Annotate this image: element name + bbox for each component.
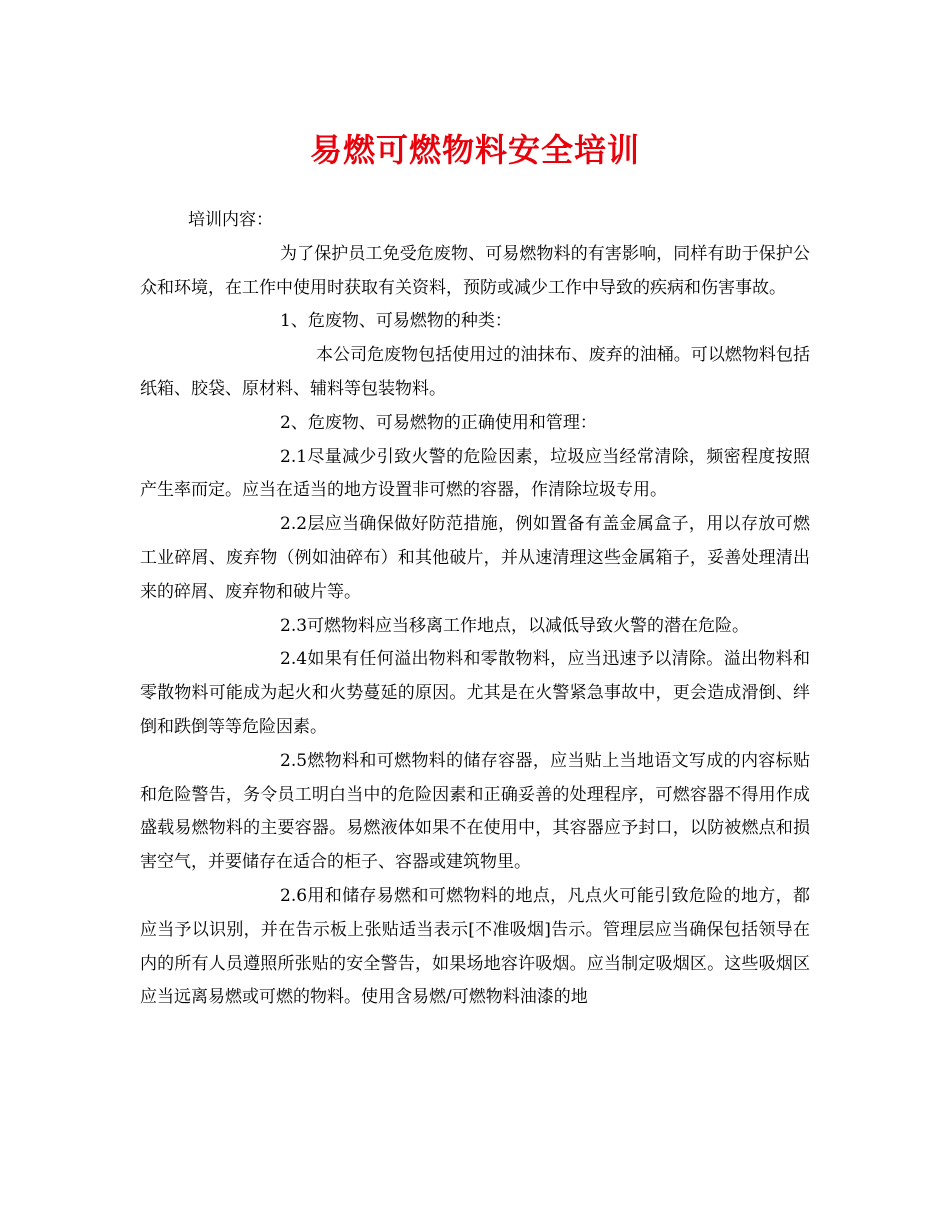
paragraph-2-6: 2.6用和储存易燃和可燃物料的地点，凡点火可能引致危险的地方，都应当予以识别，并在告示板上张贴适当表示[不准吸烟]告示。管理层应当确保包括领导在内的所有人员遵照所张贴的安全警告，如果场地容许吸烟。应当制定吸烟区。这些吸烟区应当远离易燃或可燃的物料。使用含易燃/可燃物料油漆的地 [140,885,810,1008]
paragraph-intro: 为了保护员工免受危废物、可易燃物料的有害影响，同样有助于保护公众和环境，在工作中使用时获取有关资料，预防或减少工作中导致的疾病和伤害事故。 [140,243,810,298]
document-title: 易燃可燃物料安全培训 [309,131,640,169]
paragraph-2-5: 2.5燃物料和可燃物料的储存容器，应当贴上当地语文写成的内容标贴和危险警告，务令员工明白当中的危险因素和正确妥善的处理程序，可燃容器不得用作成盛载易燃物料的主要容器。易燃液体如果不在使用中，其容器应予封口，以防被燃点和损害空气，并要储存在适合的柜子、容器或建筑物里。 [140,750,810,873]
paragraph-2-1: 2.1尽量减少引致火警的危险因素，垃圾应当经常清除，频密程度按照产生率而定。应当在适当的地方设置非可燃的容器，作清除垃圾专用。 [140,446,810,501]
document-body [140,204,810,1015]
paragraph-2-2: 2.2层应当确保做好防范措施，例如置备有盖金属盒子，用以存放可燃工业碎屑、废弃物（例如油碎布）和其他破片，并从速清理这些金属箱子，妥善处理清出来的碎屑、废弃物和破片等。 [140,514,810,602]
section-heading-1: 1、危废物、可易燃物的种类： [280,311,512,332]
section-heading-2: 2、危废物、可易燃物的正确使用和管理： [280,412,597,433]
paragraph-2-3: 2.3可燃物料应当移离工作地点，以减低导致火警的潜在危险。 [280,615,750,636]
paragraph-types: 本公司危废物包括使用过的油抹布、废弃的油桶。可以燃物料包括纸箱、胶袋、原材料、辅料等包装物料。 [140,345,810,399]
paragraph-2-4: 2.4如果有任何溢出物料和零散物料，应当迅速予以清除。溢出物料和零散物料可能成为起火和火势蔓延的原因。尤其是在火警紧急事故中，更会造成滑倒、绊倒和跌倒等等危险因素。 [140,649,810,737]
intro-label: 培训内容： [188,210,273,230]
